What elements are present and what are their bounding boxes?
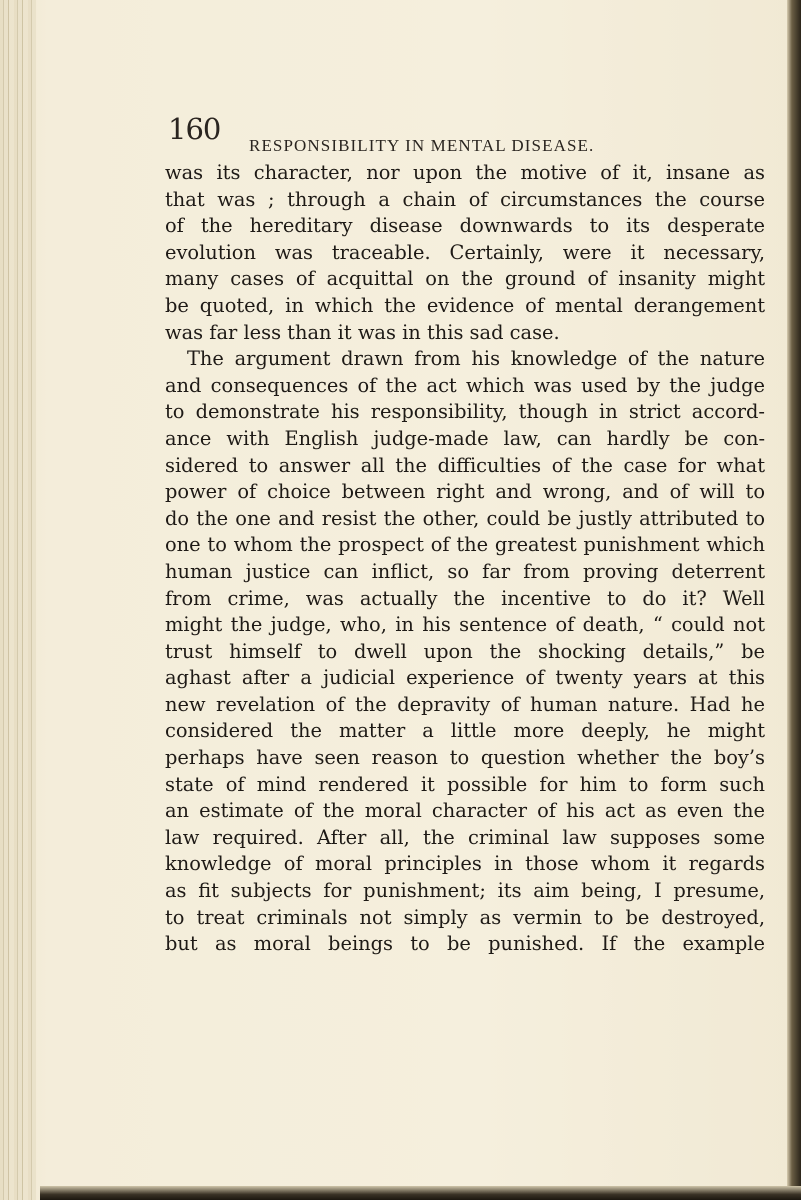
text-line: perhaps have seen reason to question whether the boy’s [165,746,765,770]
text-line: many cases of acquittal on the ground of insanity might [165,267,765,291]
page-bottom-edge [40,1186,801,1200]
text-line: and consequences of the act which was used by the judge [165,373,765,397]
text-line: ance with English judge-made law, can hardly be con- [165,426,765,450]
text-line: knowledge of moral principles in those whom it regards [165,852,765,876]
text-line: aghast after a judicial experience of twenty years at this [165,666,765,690]
text-line: law required. After all, the criminal law supposes some [165,825,765,849]
text-line: might the judge, who, in his sentence of death, “ could not [165,613,765,637]
running-head: RESPONSIBILITY IN MENTAL DISEASE. [249,136,595,155]
text-line: an estimate of the moral character of his act as even the [165,799,765,823]
text-line: one to whom the prospect of the greatest punishment which [165,533,765,557]
text-line: as fit subjects for punishment; its aim being, I presume, [165,879,765,903]
text-line: power of choice between right and wrong, and of will to [165,480,765,504]
text-line: to treat criminals not simply as vermin to be destroyed, [165,905,765,929]
text-line: be quoted, in which the evidence of mental derangement [165,293,765,317]
body-text [165,160,765,958]
text-line: considered the matter a little more deeply, he might [165,719,765,743]
text-line: was far less than it was in this sad case. [165,320,560,344]
text-line: The argument drawn from his knowledge of the nature [187,347,765,371]
page-right-edge [787,0,801,1200]
text-line: trust himself to dwell upon the shocking details,” be [165,639,765,663]
text-line: to demonstrate his responsibility, though in strict accord- [165,400,765,424]
text-line: from crime, was actually the incentive to do it? Well [165,586,765,610]
text-line: do the one and resist the other, could be justly attributed to [165,506,765,530]
text-line: of the hereditary disease downwards to its desperate [165,214,765,238]
text-line: was its character, nor upon the motive of it, insane as [165,161,765,184]
text-line: but as moral beings to be punished. If the example [165,932,765,956]
page-binding-gutter [0,0,36,1200]
text-line: sidered to answer all the difficulties of the case for what [165,453,765,477]
text-line: state of mind rendered it possible for him to form such [165,772,765,796]
text-line: new revelation of the depravity of human nature. Had he [165,692,765,716]
text-line: evolution was traceable. Certainly, were it necessary, [165,240,765,264]
page-number: 160 [168,112,221,146]
text-line: that was ; through a chain of circumstances the course [165,187,765,211]
text-line: human justice can inflict, so far from proving deterrent [165,559,765,583]
